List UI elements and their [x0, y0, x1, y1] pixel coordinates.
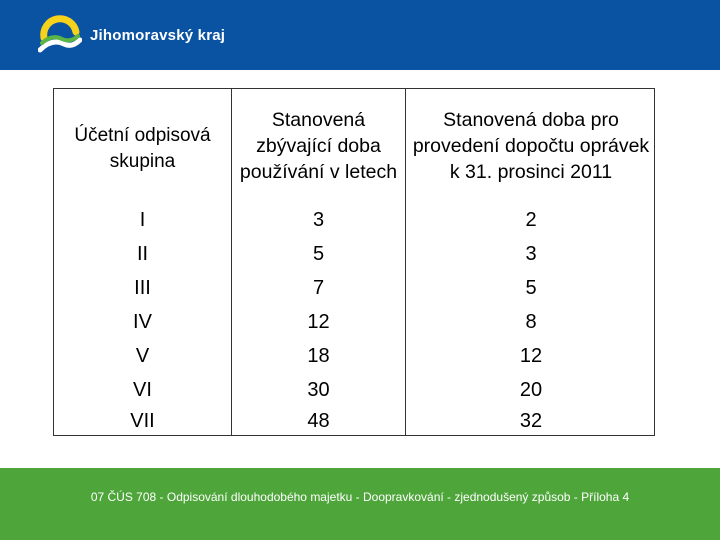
depreciation-table [53, 88, 655, 436]
table-cell-period: 3 [525, 243, 537, 265]
table-cell-group: V [135, 345, 150, 367]
table-cell-period: 20 [519, 378, 543, 401]
table-cell-group: III [134, 277, 151, 299]
table-cell-remaining-life: 30 [307, 378, 330, 401]
table-cell-period: 5 [525, 277, 537, 299]
table-cell-remaining-life: 3 [312, 209, 325, 231]
table-cell-remaining-life: 18 [307, 345, 330, 367]
table-cell-remaining-life: 48 [307, 409, 330, 432]
table-cell-group: I [139, 209, 146, 231]
header-accumulated-period: Stanovená doba pro provedení dopočtu oprávek k 31. prosinci 2011 [412, 109, 650, 183]
table-cell-period: 12 [519, 345, 543, 367]
table-cell-period: 8 [525, 311, 537, 333]
table-cell-remaining-life: 5 [312, 243, 325, 265]
table-cell-group: II [136, 243, 149, 265]
table-cell-group: IV [133, 311, 152, 333]
header-depreciation-group: Účetní odpisová skupina [74, 125, 211, 172]
table-cell-period: 32 [519, 409, 543, 432]
table-cell-remaining-life: 12 [307, 311, 330, 333]
jihomoravsky-kraj-logo-icon [38, 14, 82, 56]
footer-bar [0, 468, 720, 540]
header-remaining-life: Stanovená zbývající doba používání v letech [239, 109, 398, 183]
table-cell-remaining-life: 7 [312, 277, 325, 299]
brand-name: Jihomoravský kraj [90, 27, 226, 44]
table-cell-period: 2 [525, 209, 537, 231]
table-cell-group: VII [130, 409, 155, 432]
footer-caption: 07 ČÚS 708 - Odpisování dlouhodobého majetku - Doopravkování - zjednodušený způsob - Příloha 4 [90, 490, 630, 504]
header-bar [0, 0, 720, 70]
table-cell-group: VI [133, 378, 152, 401]
